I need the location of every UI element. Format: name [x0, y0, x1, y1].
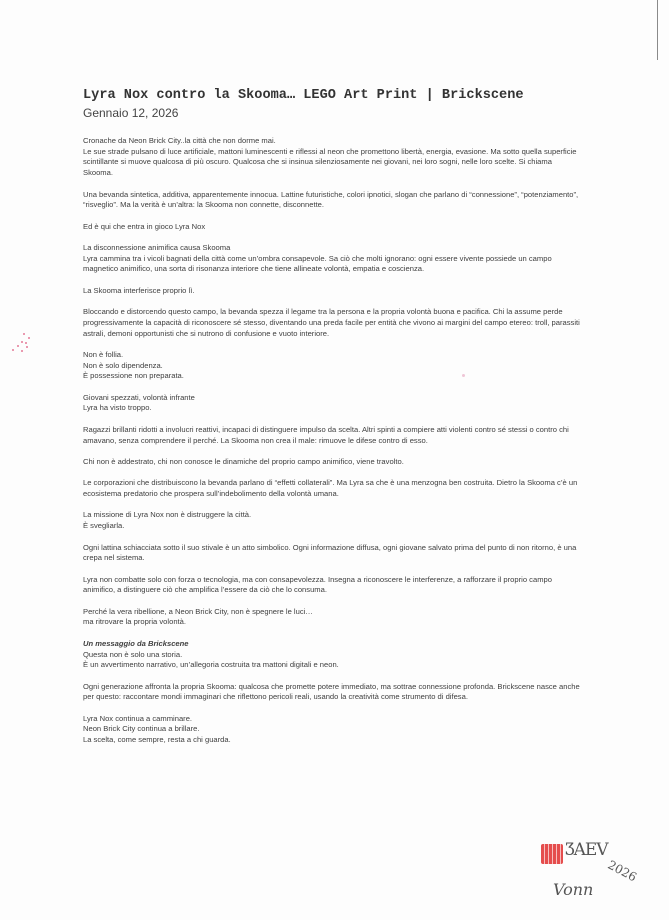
artist-signature [537, 840, 647, 910]
paragraph-list [83, 136, 583, 628]
paragraph [83, 136, 583, 179]
paragraph [83, 714, 583, 746]
text-line: Giovani spezzati, volontà infrante [83, 392, 195, 402]
paragraph [83, 286, 583, 297]
paragraph [83, 425, 583, 446]
text-line: La Skooma interferisce proprio lì. [83, 285, 195, 295]
text-line: Neon Brick City continua a brillare. [83, 724, 200, 734]
document-date: Gennaio 12, 2026 [83, 106, 179, 120]
text-line: Ogni lattina schiacciata sotto il suo stivale è un atto simbolico. Ogni informazione diffusa, ogni giovane salvato prima del punto di non ritorno, è una crepa nel sistema. [83, 542, 577, 563]
text-line: Cronache da Neon Brick City..la città che non dorme mai. [83, 136, 276, 145]
text-line: Ogni generazione affronta la propria Skooma: qualcosa che promette potere immediato, ma sottrae connessione profonda. Brickscene nasce anche per questo: raccontare mondi immaginari che riflettono pericoli reali, usando la creatività come strumento di difesa. [83, 681, 580, 702]
red-seal-stamp [541, 844, 563, 864]
paragraph [83, 190, 583, 211]
paragraph [83, 243, 583, 275]
document-page [83, 88, 583, 757]
paragraph [83, 478, 583, 499]
paragraph [83, 650, 583, 671]
paragraph [83, 457, 583, 468]
text-line: Le corporazioni che distribuiscono la bevanda parlano di “effetti collaterali”. Ma Lyra sa che è una menzogna ben costruita. Dietro la Skooma c’è un ecosistema predatorio che prospera sull’indebolimento della volontà umana. [83, 478, 578, 499]
signature-line-2: Vonn [553, 880, 594, 899]
text-line: Chi non è addestrato, chi non conosce le dinamiche del proprio campo animifico, viene travolto. [83, 456, 404, 466]
text-line: Non è solo dipendenza. [83, 360, 163, 370]
paragraph [83, 307, 583, 339]
signature-year: 2026 [605, 857, 640, 885]
text-line: È possessione non preparata. [83, 371, 184, 381]
scan-edge-line [657, 0, 658, 60]
text-line: Lyra cammina tra i vicoli bagnati della città come un’ombra consapevole. Sa ciò che molti ignorano: ogni essere vivente possiede un campo magnetico animifico, una sorta di risonanza interiore che tiene allineate volontà, empatia e coscienza. [83, 253, 552, 274]
signature-line-1: ƷAEV [565, 840, 608, 860]
paragraph [83, 607, 583, 628]
text-line: Ragazzi brillanti ridotti a involucri reattivi, incapaci di distinguere impulso da scelta. Altri spinti a compiere atti violenti contro sé stessi o contro chi amavano, senza comprendere il perché. La Skooma non crea il male: rimuove le difese contro di esso. [83, 424, 569, 445]
text-line: Non è follia. [83, 349, 124, 359]
paragraph [83, 682, 583, 703]
text-line: Ed è qui che entra in gioco Lyra Nox [83, 221, 206, 231]
paragraph [83, 543, 583, 564]
text-line: Lyra ha visto troppo. [83, 403, 152, 413]
text-line: La scelta, come sempre, resta a chi guarda. [83, 735, 231, 745]
text-line: È svegliarla. [83, 521, 125, 531]
message-paragraph-list [83, 650, 583, 746]
text-line: Bloccando e distorcendo questo campo, la bevanda spezza il legame tra la persona e la propria volontà buona e pacifica. Chi la assume perde progressivamente la capacità di riconoscere sé stesso, diventando una preda facile per entità che vivono ai margini del campo etereo: troll, parassiti astrali, demoni opportunisti che si nutrono di confusione e vuoto interiore. [83, 307, 580, 338]
text-line: ma ritrovare la propria volontà. [83, 617, 186, 627]
text-line: La missione di Lyra Nox non è distruggere la città. [83, 510, 252, 520]
text-line: Perché la vera ribellione, a Neon Brick City, non è spegnere le luci… [83, 606, 313, 616]
paragraph [83, 393, 583, 414]
text-line: Lyra Nox continua a camminare. [83, 713, 193, 723]
message-heading: Un messaggio da Brickscene [83, 638, 189, 648]
paragraph [83, 510, 583, 531]
paragraph [83, 575, 583, 596]
text-line: La disconnessione animifica causa Skooma [83, 242, 231, 252]
message-heading-block [83, 639, 583, 650]
text-line: Lyra non combatte solo con forza o tecnologia, ma con consapevolezza. Insegna a riconoscere le interferenze, a rafforzare il proprio campo animifico, a distinguere ciò che amplifica l’essere da ciò che lo consuma. [83, 574, 552, 595]
text-line: Le sue strade pulsano di luce artificiale, mattoni luminescenti e riflessi al neon che promettono libertà, energia, evasione. Ma sotto quella superficie scintillante si muove qualcosa di più oscuro. Qualcosa che si insinua silenziosamente nei giovani, nei loro sogni, nelle loro scelte. Si chiama Skooma. [83, 146, 577, 178]
pink-ink-speckles [12, 333, 34, 353]
paragraph [83, 350, 583, 382]
paragraph [83, 222, 583, 233]
text-line: Una bevanda sintetica, additiva, apparentemente innocua. Lattine futuristiche, colori ipnotici, slogan che parlano di “connessione”, “potenziamento”, “risveglio”. Ma la verità è un’altra: la Skooma non connette, disconnette. [83, 189, 579, 210]
text-line: È un avvertimento narrativo, un’allegoria costruita tra mattoni digitali e neon. [83, 660, 339, 670]
text-line: Questa non è solo una storia. [83, 649, 183, 659]
document-title: Lyra Nox contro la Skooma… LEGO Art Print | Brickscene [83, 88, 524, 103]
document-body [83, 136, 583, 746]
